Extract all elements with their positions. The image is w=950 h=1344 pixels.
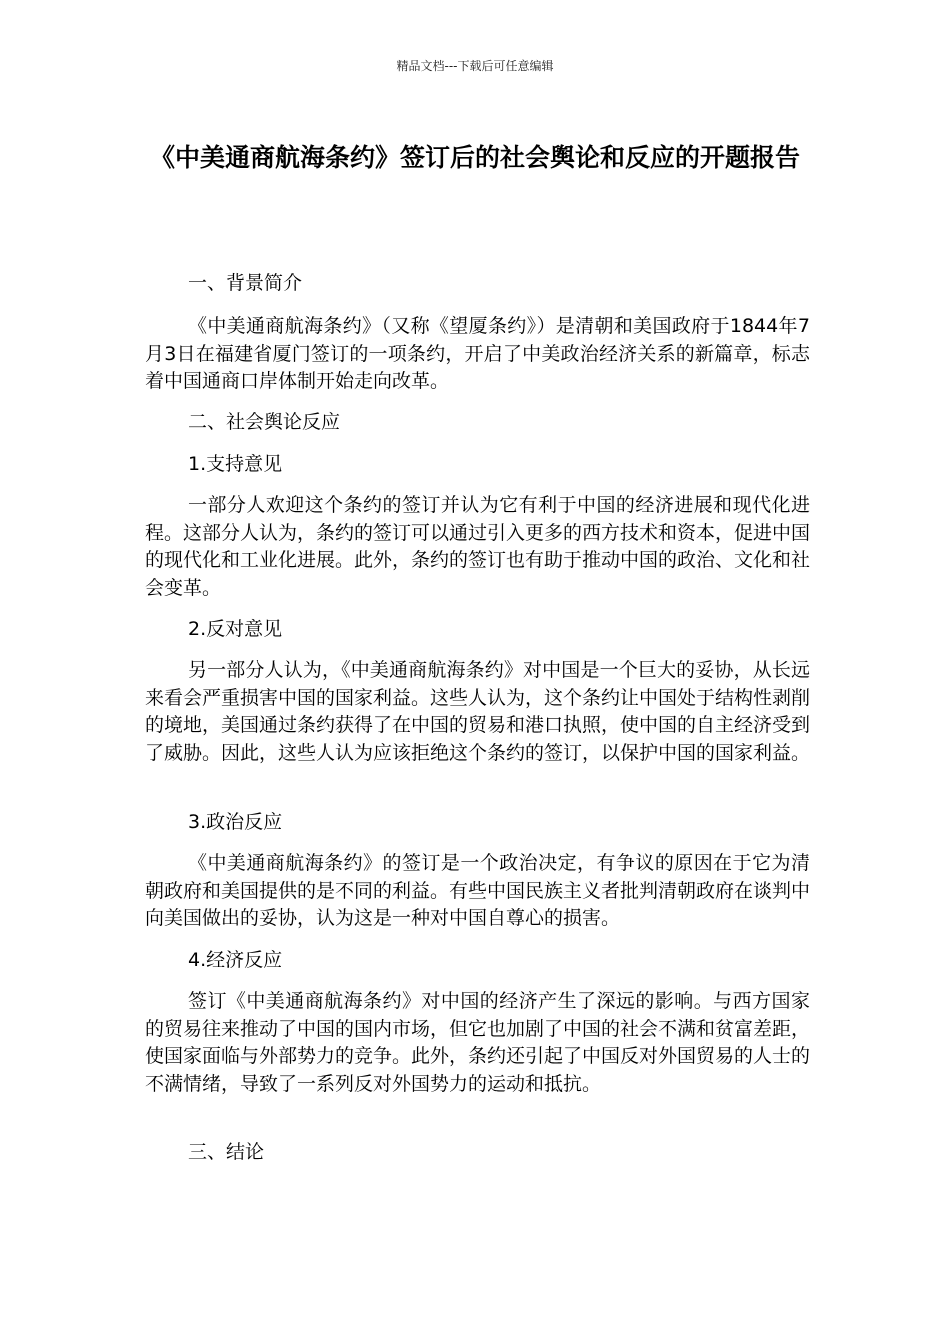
section-heading-public-opinion: 二、社会舆论反应 — [188, 411, 341, 433]
section-heading-conclusion: 三、结论 — [188, 1141, 265, 1163]
page-header-note: 精品文档---下载后可任意编辑 — [396, 59, 554, 73]
paragraph-political: 《中美通商航海条约》的签订是一个政治决定，有争议的原因在于它为清朝政府和美国提供的是不同的利益。有些中国民族主义者批判清朝政府在谈判中向美国做出的妥协，认为这是一种对中国自尊心的损害。 — [145, 852, 811, 929]
section-heading-background: 一、背景简介 — [188, 272, 303, 294]
document-title: 《中美通商航海条约》签订后的社会舆论和反应的开题报告 — [149, 143, 800, 172]
paragraph-economic: 签订《中美通商航海条约》对中国的经济产生了深远的影响。与西方国家的贸易往来推动了中国的国内市场，但它也加剧了中国的社会不满和贫富差距，使国家面临与外部势力的竞争。此外，条约还引起了中国反对外国贸易的人士的不满情绪，导致了一系列反对外国势力的运动和抵抗。 — [145, 990, 811, 1095]
subheading-support: 1.支持意见 — [188, 453, 283, 475]
subheading-economic: 4.经济反应 — [188, 949, 283, 971]
paragraph-support: 一部分人欢迎这个条约的签订并认为它有利于中国的经济进展和现代化进程。这部分人认为，条约的签订可以通过引入更多的西方技术和资本，促进中国的现代化和工业化进展。此外，条约的签订也有助于推动中国的政治、文化和社会变革。 — [145, 494, 811, 599]
subheading-political: 3.政治反应 — [188, 811, 283, 833]
paragraph-background: 《中美通商航海条约》（又称《望厦条约》）是清朝和美国政府于1844年7月3日在福建省厦门签订的一项条约，开启了中美政治经济关系的新篇章，标志着中国通商口岸体制开始走向改革。 — [145, 315, 810, 392]
subheading-opposition: 2.反对意见 — [188, 618, 283, 640]
paragraph-opposition: 另一部分人认为，《中美通商航海条约》对中国是一个巨大的妥协，从长远来看会严重损害中国的国家利益。这些人认为，这个条约让中国处于结构性剥削的境地，美国通过条约获得了在中国的贸易和港口执照，使中国的自主经济受到了威胁。因此，这些人认为应该拒绝这个条约的签订，以保护中国的国家利益。 — [145, 659, 811, 764]
